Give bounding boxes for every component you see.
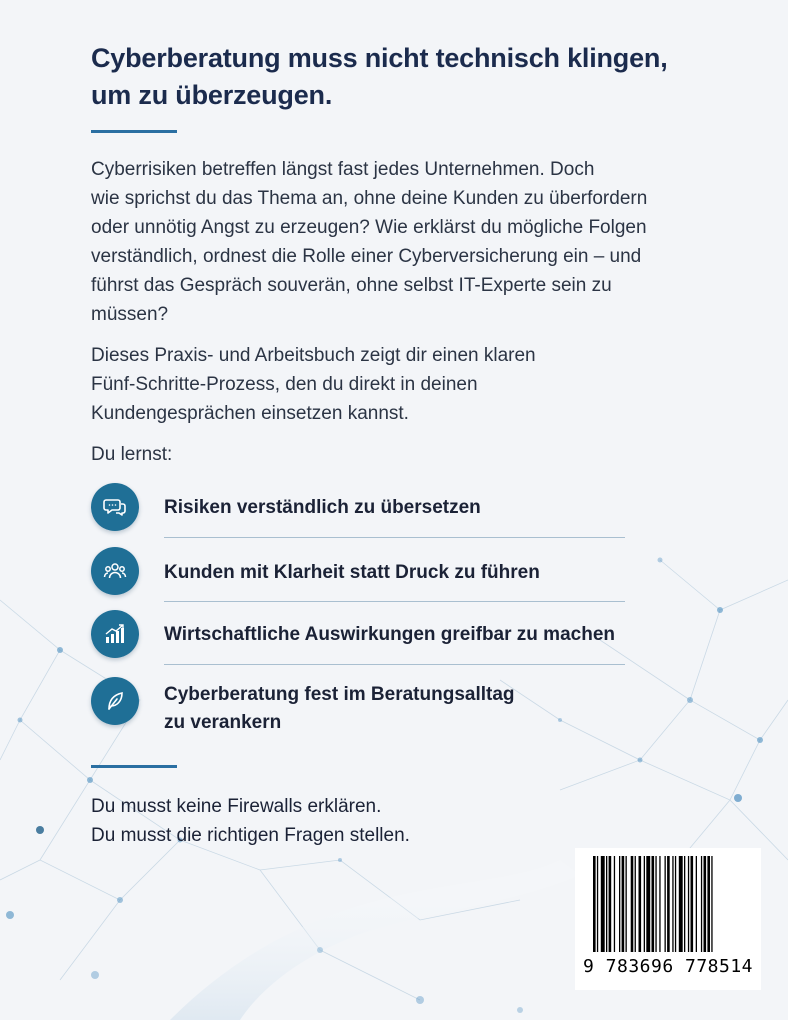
benefit-label: zu verankern <box>164 712 282 733</box>
intro-line: oder unnötig Angst zu erzeugen? Wie erklärst du mögliche Folgen <box>91 217 647 238</box>
barcode-bar <box>675 856 676 952</box>
closing-line-1: Du musst keine Firewalls erklären. <box>91 796 382 817</box>
barcode-bar <box>684 856 685 952</box>
barcode-bar <box>639 856 642 952</box>
barcode-bar <box>635 856 636 952</box>
barcode-bar <box>652 856 655 952</box>
benefit-item-4 <box>164 681 634 737</box>
book-info-line: Dieses Praxis- und Arbeitsbuch zeigt dir einen klaren <box>91 345 536 366</box>
barcode-bar <box>679 856 683 952</box>
benefit-label: Risiken verständlich zu übersetzen <box>164 497 481 518</box>
benefit-item-2 <box>164 559 634 587</box>
intro-line: führst das Gespräch souverän, ohne selbst IT-Experte sein zu <box>91 275 612 296</box>
barcode-bar <box>707 856 710 952</box>
barcode-bar <box>672 856 673 952</box>
barcode-bar <box>619 856 620 952</box>
chat-bubbles-icon <box>91 483 139 531</box>
barcode-bar <box>665 856 666 952</box>
barcode-bar <box>609 856 612 952</box>
barcode-bar <box>696 856 697 952</box>
intro-line: wie sprichst du das Thema an, ohne deine Kunden zu überfordern <box>91 188 648 209</box>
accent-divider-top <box>91 130 177 133</box>
barcode-bar <box>644 856 645 952</box>
barcode-bar <box>631 856 634 952</box>
benefit-separator <box>164 601 625 602</box>
benefit-label: Kunden mit Klarheit statt Druck zu führen <box>164 562 540 583</box>
accent-divider-bottom <box>91 765 177 768</box>
isbn-number: 9 783696 778514 <box>582 956 754 977</box>
barcode-bar <box>606 856 607 952</box>
barcode-bar <box>614 856 615 952</box>
barcode-bar <box>691 856 694 952</box>
headline-line-1: Cyberberatung muss nicht technisch klingen, <box>91 43 668 73</box>
barcode-bar <box>622 856 625 952</box>
learn-label: Du lernst: <box>91 444 173 465</box>
book-info-line: Kundengesprächen einsetzen kannst. <box>91 403 409 424</box>
benefit-item-1 <box>164 494 634 522</box>
benefit-item-3 <box>164 621 634 649</box>
benefit-separator <box>164 664 625 665</box>
intro-line: müssen? <box>91 304 169 325</box>
book-info-paragraph <box>91 341 731 428</box>
intro-paragraph <box>91 155 731 329</box>
intro-line: Cyberrisiken betreffen längst fast jedes Unternehmen. Doch <box>91 159 595 180</box>
benefit-separator <box>164 537 625 538</box>
barcode-bar <box>711 856 712 952</box>
growth-chart-icon <box>91 610 139 658</box>
barcode-bar <box>667 856 670 952</box>
barcode-bars <box>591 856 745 954</box>
benefit-label: Cyberberatung fest im Beratungsalltag <box>164 684 515 705</box>
leaf-sprout-icon <box>91 677 139 725</box>
barcode-bar <box>597 856 598 952</box>
closing-statement <box>91 792 410 850</box>
benefit-label: Wirtschaftliche Auswirkungen greifbar zu machen <box>164 624 615 645</box>
intro-line: verständlich, ordnest die Rolle einer Cyberversicherung ein – und <box>91 246 642 267</box>
barcode-bar <box>704 856 707 952</box>
closing-line-2: Du musst die richtigen Fragen stellen. <box>91 825 410 846</box>
barcode-bar <box>688 856 689 952</box>
book-info-line: Fünf-Schritte-Prozess, den du direkt in deinen <box>91 374 478 395</box>
barcode-bar <box>655 856 656 952</box>
barcode-bar <box>601 856 605 952</box>
barcode-bar <box>626 856 627 952</box>
headline-line-2: um zu überzeugen. <box>91 80 333 110</box>
headline <box>91 40 731 114</box>
barcode-bar <box>701 856 702 952</box>
barcode-bar <box>659 856 660 952</box>
people-group-icon <box>91 547 139 595</box>
barcode-bar <box>646 856 650 952</box>
isbn-barcode <box>575 848 761 990</box>
barcode-bar <box>593 856 596 952</box>
